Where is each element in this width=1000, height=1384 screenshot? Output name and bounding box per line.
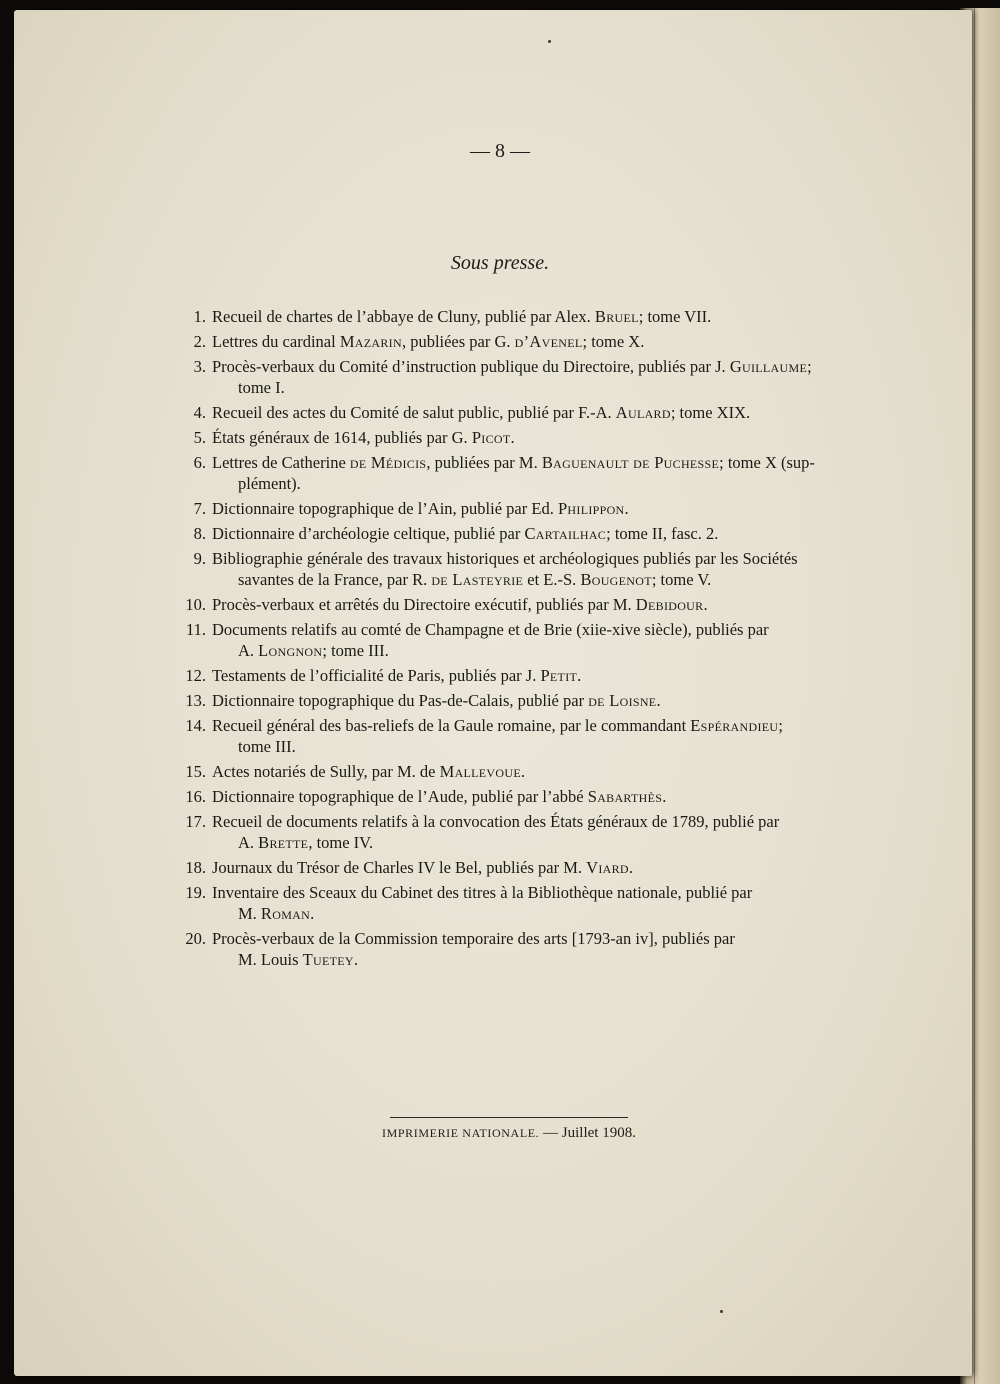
author-name: Espérandieu	[690, 716, 779, 735]
item-text-part: .	[703, 595, 708, 614]
author-name: Mallevoue	[439, 762, 521, 781]
item-text-part: Testaments de l’officialité de Paris, publiés par J.	[212, 666, 541, 685]
list-item	[172, 619, 844, 661]
page-number: — 8 —	[470, 140, 530, 162]
item-text	[212, 619, 844, 661]
paper-speck	[720, 1310, 723, 1313]
item-number: 8.	[193, 524, 206, 543]
item-text-part: Dictionnaire topographique de l’Ain, publié par Ed.	[212, 499, 558, 518]
item-text-part: ; tome II, fasc. 2.	[606, 524, 719, 543]
list-item	[172, 523, 844, 544]
item-text-part: .	[624, 499, 629, 518]
item-text	[212, 498, 844, 519]
item-text-part: .	[520, 762, 526, 781]
item-text-part: Lettres de Catherine	[212, 453, 350, 472]
list-item	[172, 498, 844, 519]
item-number: 19.	[185, 883, 206, 902]
item-text	[212, 331, 844, 352]
item-text	[212, 761, 844, 782]
item-text	[212, 427, 844, 448]
item-text-part: ; tome V.	[651, 570, 712, 589]
item-text-part: A.	[238, 641, 259, 660]
item-text	[212, 786, 844, 807]
list-item	[172, 306, 844, 327]
publication-list	[172, 306, 844, 974]
item-text-part: Procès-verbaux du Comité d’instruction publique du Directoire, publiés par J.	[212, 357, 730, 376]
item-number: 4.	[193, 403, 206, 422]
item-text-part: Journaux du Trésor de Charles IV le Bel, publiés par M.	[212, 858, 587, 877]
item-text-part: savantes de la France, par R.	[238, 570, 432, 589]
author-name: Mazarin	[339, 332, 402, 351]
item-text-part: .	[310, 904, 315, 923]
item-text-part: .	[628, 858, 633, 877]
list-item	[172, 665, 844, 686]
item-text-part: Dictionnaire topographique de l’Aude, publié par l’abbé	[212, 787, 588, 806]
item-number: 6.	[193, 453, 206, 472]
item-number: 10.	[185, 595, 206, 614]
item-text	[212, 882, 844, 924]
item-number: 9.	[193, 549, 206, 568]
footer-rule	[390, 1117, 628, 1118]
item-text	[212, 665, 844, 686]
list-item	[172, 331, 844, 352]
list-item	[172, 356, 844, 398]
item-text	[212, 548, 844, 590]
list-item	[172, 402, 844, 423]
list-item	[172, 761, 844, 782]
author-name: Longnon	[258, 641, 323, 660]
list-item	[172, 715, 844, 757]
author-name: Roman	[260, 904, 311, 923]
item-text-part: ; tome X (sup-	[719, 453, 815, 472]
item-text	[212, 523, 844, 544]
item-text	[212, 594, 844, 615]
item-text	[212, 402, 844, 423]
item-number: 15.	[185, 762, 206, 781]
printer-name: IMPRIMERIE NATIONALE.	[382, 1126, 540, 1140]
author-name: de Médicis	[349, 453, 427, 472]
item-text-part: M. Louis	[238, 950, 303, 969]
author-name: Bougenot	[580, 570, 652, 589]
author-name: Sabarthès	[587, 787, 663, 806]
item-text	[212, 306, 844, 327]
item-text-part: Procès-verbaux de la Commission temporaire des arts [1793-an iv], publiés par	[212, 929, 735, 948]
item-text	[212, 811, 844, 853]
author-name: Viard	[586, 858, 629, 877]
item-text-part: ;	[778, 716, 783, 735]
list-item	[172, 452, 844, 494]
author-name: Guillaume	[729, 357, 808, 376]
section-title: Sous presse.	[450, 252, 550, 274]
author-name: d’Avenel	[514, 332, 583, 351]
item-continuation	[212, 832, 844, 853]
list-item	[172, 928, 844, 970]
imprint-date: — Juillet 1908.	[539, 1125, 636, 1141]
item-text-part: Recueil de chartes de l’abbaye de Cluny, publié par Alex.	[212, 307, 595, 326]
item-text-part: États généraux de 1614, publiés par G.	[212, 428, 472, 447]
item-continuation	[212, 569, 844, 590]
item-text-part: et E.-S.	[523, 570, 581, 589]
item-text-part: Actes notariés de Sully, par M. de	[212, 762, 440, 781]
item-continuation	[212, 903, 844, 924]
item-text	[212, 690, 844, 711]
item-text-part: Recueil des actes du Comité de salut public, publié par F.-A.	[212, 403, 616, 422]
item-text-part: ;	[807, 357, 812, 376]
paper-speck	[548, 40, 551, 43]
item-continuation: tome III.	[238, 737, 296, 756]
list-item	[172, 882, 844, 924]
item-text-part: ; tome III.	[322, 641, 389, 660]
list-item	[172, 786, 844, 807]
author-name: Philippon	[557, 499, 625, 518]
item-number: 11.	[185, 620, 206, 639]
item-text	[212, 452, 844, 494]
author-name: Bruel	[594, 307, 639, 326]
list-item	[172, 857, 844, 878]
item-text-part: , publiées par M.	[426, 453, 542, 472]
item-text-part: Lettres du cardinal	[212, 332, 340, 351]
author-name: Debidour	[635, 595, 704, 614]
item-continuation	[212, 949, 844, 970]
author-name: Picot	[471, 428, 511, 447]
item-text-part: A.	[238, 833, 259, 852]
item-continuation	[212, 640, 844, 661]
item-number: 16.	[185, 787, 206, 806]
item-text-part: Dictionnaire d’archéologie celtique, publié par	[212, 524, 525, 543]
item-text-part: Inventaire des Sceaux du Cabinet des titres à la Bibliothèque nationale, publié par	[212, 883, 753, 902]
list-item	[172, 594, 844, 615]
item-number: 18.	[185, 858, 206, 877]
item-text-part: M.	[238, 904, 261, 923]
item-text-part: Documents relatifs au comté de Champagne et de Brie (xiie-xive siècle), publiés par	[212, 620, 769, 639]
item-number: 17.	[185, 812, 206, 831]
item-text	[212, 356, 844, 398]
item-text-part: Recueil général des bas-reliefs de la Gaule romaine, par le commandant	[212, 716, 691, 735]
item-text-part: Bibliographie générale des travaux historiques et archéologiques publiés par les Sociétés	[212, 549, 798, 568]
author-name: Brette	[258, 833, 309, 852]
item-number: 3.	[193, 357, 206, 376]
item-continuation: plément).	[238, 474, 301, 493]
item-text-part: ; tome X.	[582, 332, 645, 351]
item-text-part: ; tome VII.	[638, 307, 712, 326]
item-text-part: , publiées par G.	[401, 332, 515, 351]
author-name: Aulard	[615, 403, 671, 422]
item-text-part: Procès-verbaux et arrêtés du Directoire exécutif, publiés par M.	[212, 595, 636, 614]
item-number: 5.	[193, 428, 206, 447]
item-text-part: .	[510, 428, 515, 447]
item-text-part: Recueil de documents relatifs à la convocation des États généraux de 1789, publié par	[212, 812, 780, 831]
author-name: de Lasteyrie	[431, 570, 524, 589]
author-name: Tuetey	[302, 950, 354, 969]
item-text-part: ; tome XIX.	[670, 403, 751, 422]
item-continuation: tome I.	[238, 378, 285, 397]
item-text-part: Dictionnaire topographique du Pas-de-Calais, publié par	[212, 691, 589, 710]
item-number: 14.	[185, 716, 206, 735]
item-number: 13.	[185, 691, 206, 710]
item-text	[212, 928, 844, 970]
list-item	[172, 548, 844, 590]
item-text-part: .	[662, 787, 667, 806]
item-text-part: .	[656, 691, 661, 710]
item-number: 2.	[193, 332, 206, 351]
author-name: de Loisne	[588, 691, 657, 710]
item-text-part: .	[353, 950, 358, 969]
item-number: 12.	[185, 666, 206, 685]
list-item	[172, 690, 844, 711]
item-text-part: .	[577, 666, 582, 685]
item-number: 7.	[193, 499, 206, 518]
author-name: Petit	[540, 666, 578, 685]
item-text	[212, 857, 844, 878]
imprint-line	[0, 1125, 1000, 1142]
list-item	[172, 427, 844, 448]
item-text	[212, 715, 844, 757]
item-text-part: , tome IV.	[308, 833, 374, 852]
author-name: Baguenault de Puchesse	[541, 453, 720, 472]
item-number: 20.	[185, 929, 206, 948]
author-name: Cartailhac	[524, 524, 607, 543]
item-number: 1.	[193, 307, 206, 326]
list-item	[172, 811, 844, 853]
